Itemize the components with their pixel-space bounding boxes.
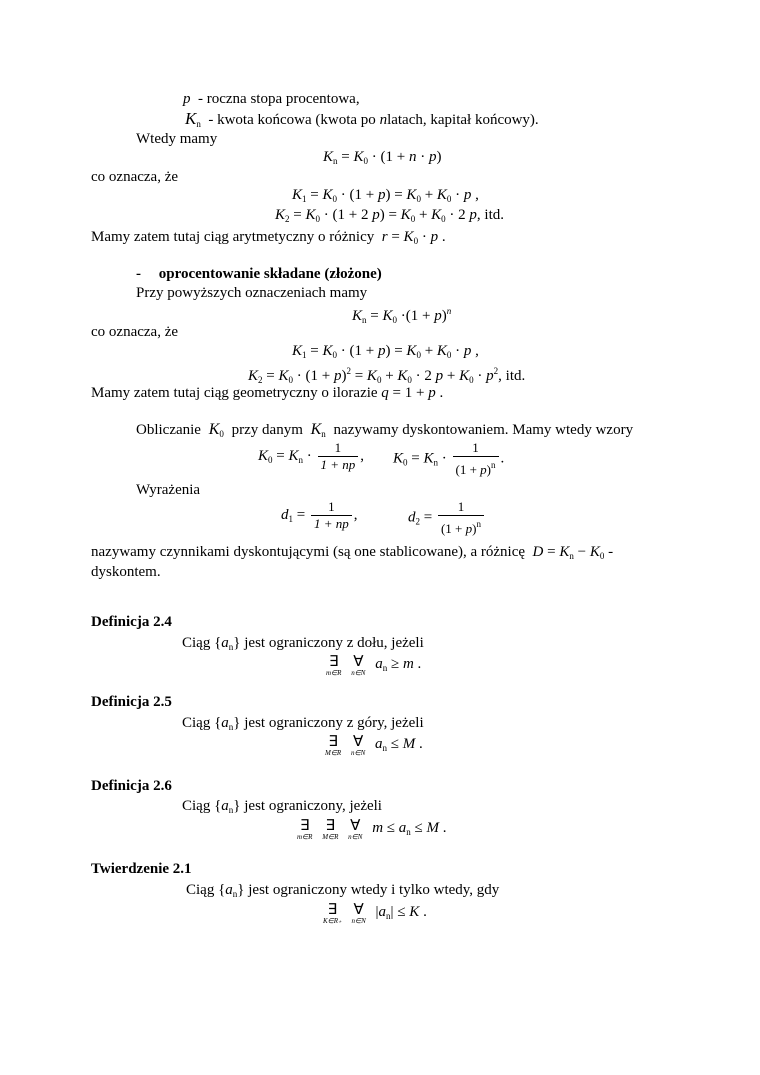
oblicz-c: nazywamy dyskontowaniem. Mamy wtedy wzory: [333, 422, 634, 438]
wtedy-mamy: Wtedy mamy: [136, 131, 218, 147]
dyskontem: dyskontem.: [91, 564, 161, 580]
oblicz-b: przy danym: [231, 422, 303, 438]
def24-formula: ∃ m∈R ∀ n∈N $a_n \ge m$ .: [326, 654, 422, 677]
def24-line: Ciąg $\{a_n\}$ jest ograniczony z dołu, jeżeli: [182, 635, 424, 652]
def25-text: jest ograniczony z góry, jeżeli: [244, 715, 424, 731]
oblicz-a: Obliczanie: [136, 422, 201, 438]
przy-line: Przy powyższych oznaczeniach mamy: [136, 285, 368, 301]
def25-line: Ciąg $\{a_n\}$ jest ograniczony z góry, jeżeli: [182, 715, 424, 732]
co-oznacza-1: co oznacza, że: [91, 169, 179, 185]
geometric-text: Mamy zatem tutaj ciąg geometryczny o ilorazie: [91, 385, 378, 401]
itd-1: , itd.: [476, 207, 505, 223]
discount-line: nazywamy czynnikami dyskontującymi (są one stablicowane), a różnicę $D = K_n - K_0$ -: [91, 544, 614, 561]
compound-dash: -: [136, 266, 141, 282]
thm21-formula: ∃ K∈R₊ ∀ n∈N $|a_n| \le K$ .: [323, 902, 427, 925]
n-variable: n: [379, 112, 388, 128]
compound-formula: $K_n = K_0 \cdot(1 + p)^n$: [352, 306, 452, 325]
kn-description-a: - kwota końcowa (kwota po: [208, 112, 376, 128]
compound-title: oprocentowanie składane (złożone): [158, 266, 382, 282]
p-definition-line: p - roczna stopa procentowa,: [183, 91, 360, 107]
discounting-line: Obliczanie $K_0$ przy danym $K_n$ nazywamy dyskontowaniem. Mamy wtedy wzory: [136, 421, 634, 439]
compound-k1-formula: $K_1 = K_0 \cdot (1 + p) = K_0 + K_0 \cdot p$ ,: [292, 343, 479, 360]
geometric-line: Mamy zatem tutaj ciąg geometryczny o ilorazie q = 1 + p .: [91, 385, 444, 401]
def24-heading: Definicja 2.4: [91, 614, 172, 630]
p-description: - roczna stopa procentowa,: [198, 91, 360, 107]
def26-formula: ∃ m∈R ∃ M∈R ∀ n∈N $m \le a_n \le M$ .: [297, 818, 447, 841]
kn-definition-line: $K_n$ - kwota końcowa (kwota po nlatach, kapitał końcowy).: [185, 109, 539, 129]
def25-heading: Definicja 2.5: [91, 694, 172, 710]
compound-k2-line: $K_2 = K_0 \cdot (1 + p)^2 = K_0 + K_0 \cdot 2$ $p + K_0 \cdot p^2$, itd.: [248, 366, 526, 385]
def26-text: jest ograniczony, jeżeli: [244, 798, 382, 814]
simple-k1-formula: $K_1 = K_0 \cdot (1 + p) = K_0 + K_0 \cdot p$ ,: [292, 187, 479, 204]
itd-2: , itd.: [498, 368, 526, 384]
compound-heading: [136, 265, 382, 283]
co-oznacza-2: co oznacza, że: [91, 324, 179, 340]
discount-formula-2: $K_0 = K_n$ · $\frac{1}{(1 + p)^n}$ .: [393, 440, 505, 477]
thm21-line: Ciąg $\{a_n\}$ jest ograniczony wtedy i tylko wtedy, gdy: [186, 882, 500, 899]
discount-text: nazywamy czynnikami dyskontującymi (są one stablicowane), a różnicę: [91, 544, 526, 560]
discount-formula-1: $K_0 = K_n$ · $\frac{1}{1 + np}$ ,: [258, 440, 365, 472]
discount-factor-d1: $d_1$ = $\frac{1}{1 + np}$ ,: [281, 499, 358, 531]
thm21-heading: Twierdzenie 2.1: [91, 861, 192, 877]
def25-formula: ∃ M∈R ∀ n∈N $a_n \le M$ .: [325, 734, 423, 757]
kn-description-b: latach, kapitał końcowy).: [387, 112, 539, 128]
arithmetic-line: Mamy zatem tutaj ciąg arytmetyczny o różnicy $r = K_0 \cdot p$ .: [91, 229, 446, 246]
simple-k2-line: $K_2 = K_0 \cdot (1 + 2$ $p) = K_0 + K_0 \cdot 2$ p, itd.: [275, 207, 505, 224]
simple-interest-formula: $K_n = K_0 \cdot (1 + n \cdot p)$: [323, 149, 442, 166]
wyrazenia: Wyrażenia: [136, 482, 201, 498]
discount-factor-d2: $d_2$ = $\frac{1}{(1 + p)^n}$: [408, 499, 486, 537]
thm21-text: jest ograniczony wtedy i tylko wtedy, gdy: [248, 882, 500, 898]
arithmetic-text: Mamy zatem tutaj ciąg arytmetyczny o różnicy: [91, 229, 375, 245]
def26-line: Ciąg $\{a_n\}$ jest ograniczony, jeżeli: [182, 798, 382, 815]
def24-text: jest ograniczony z dołu, jeżeli: [244, 635, 424, 651]
def26-heading: Definicja 2.6: [91, 778, 172, 794]
